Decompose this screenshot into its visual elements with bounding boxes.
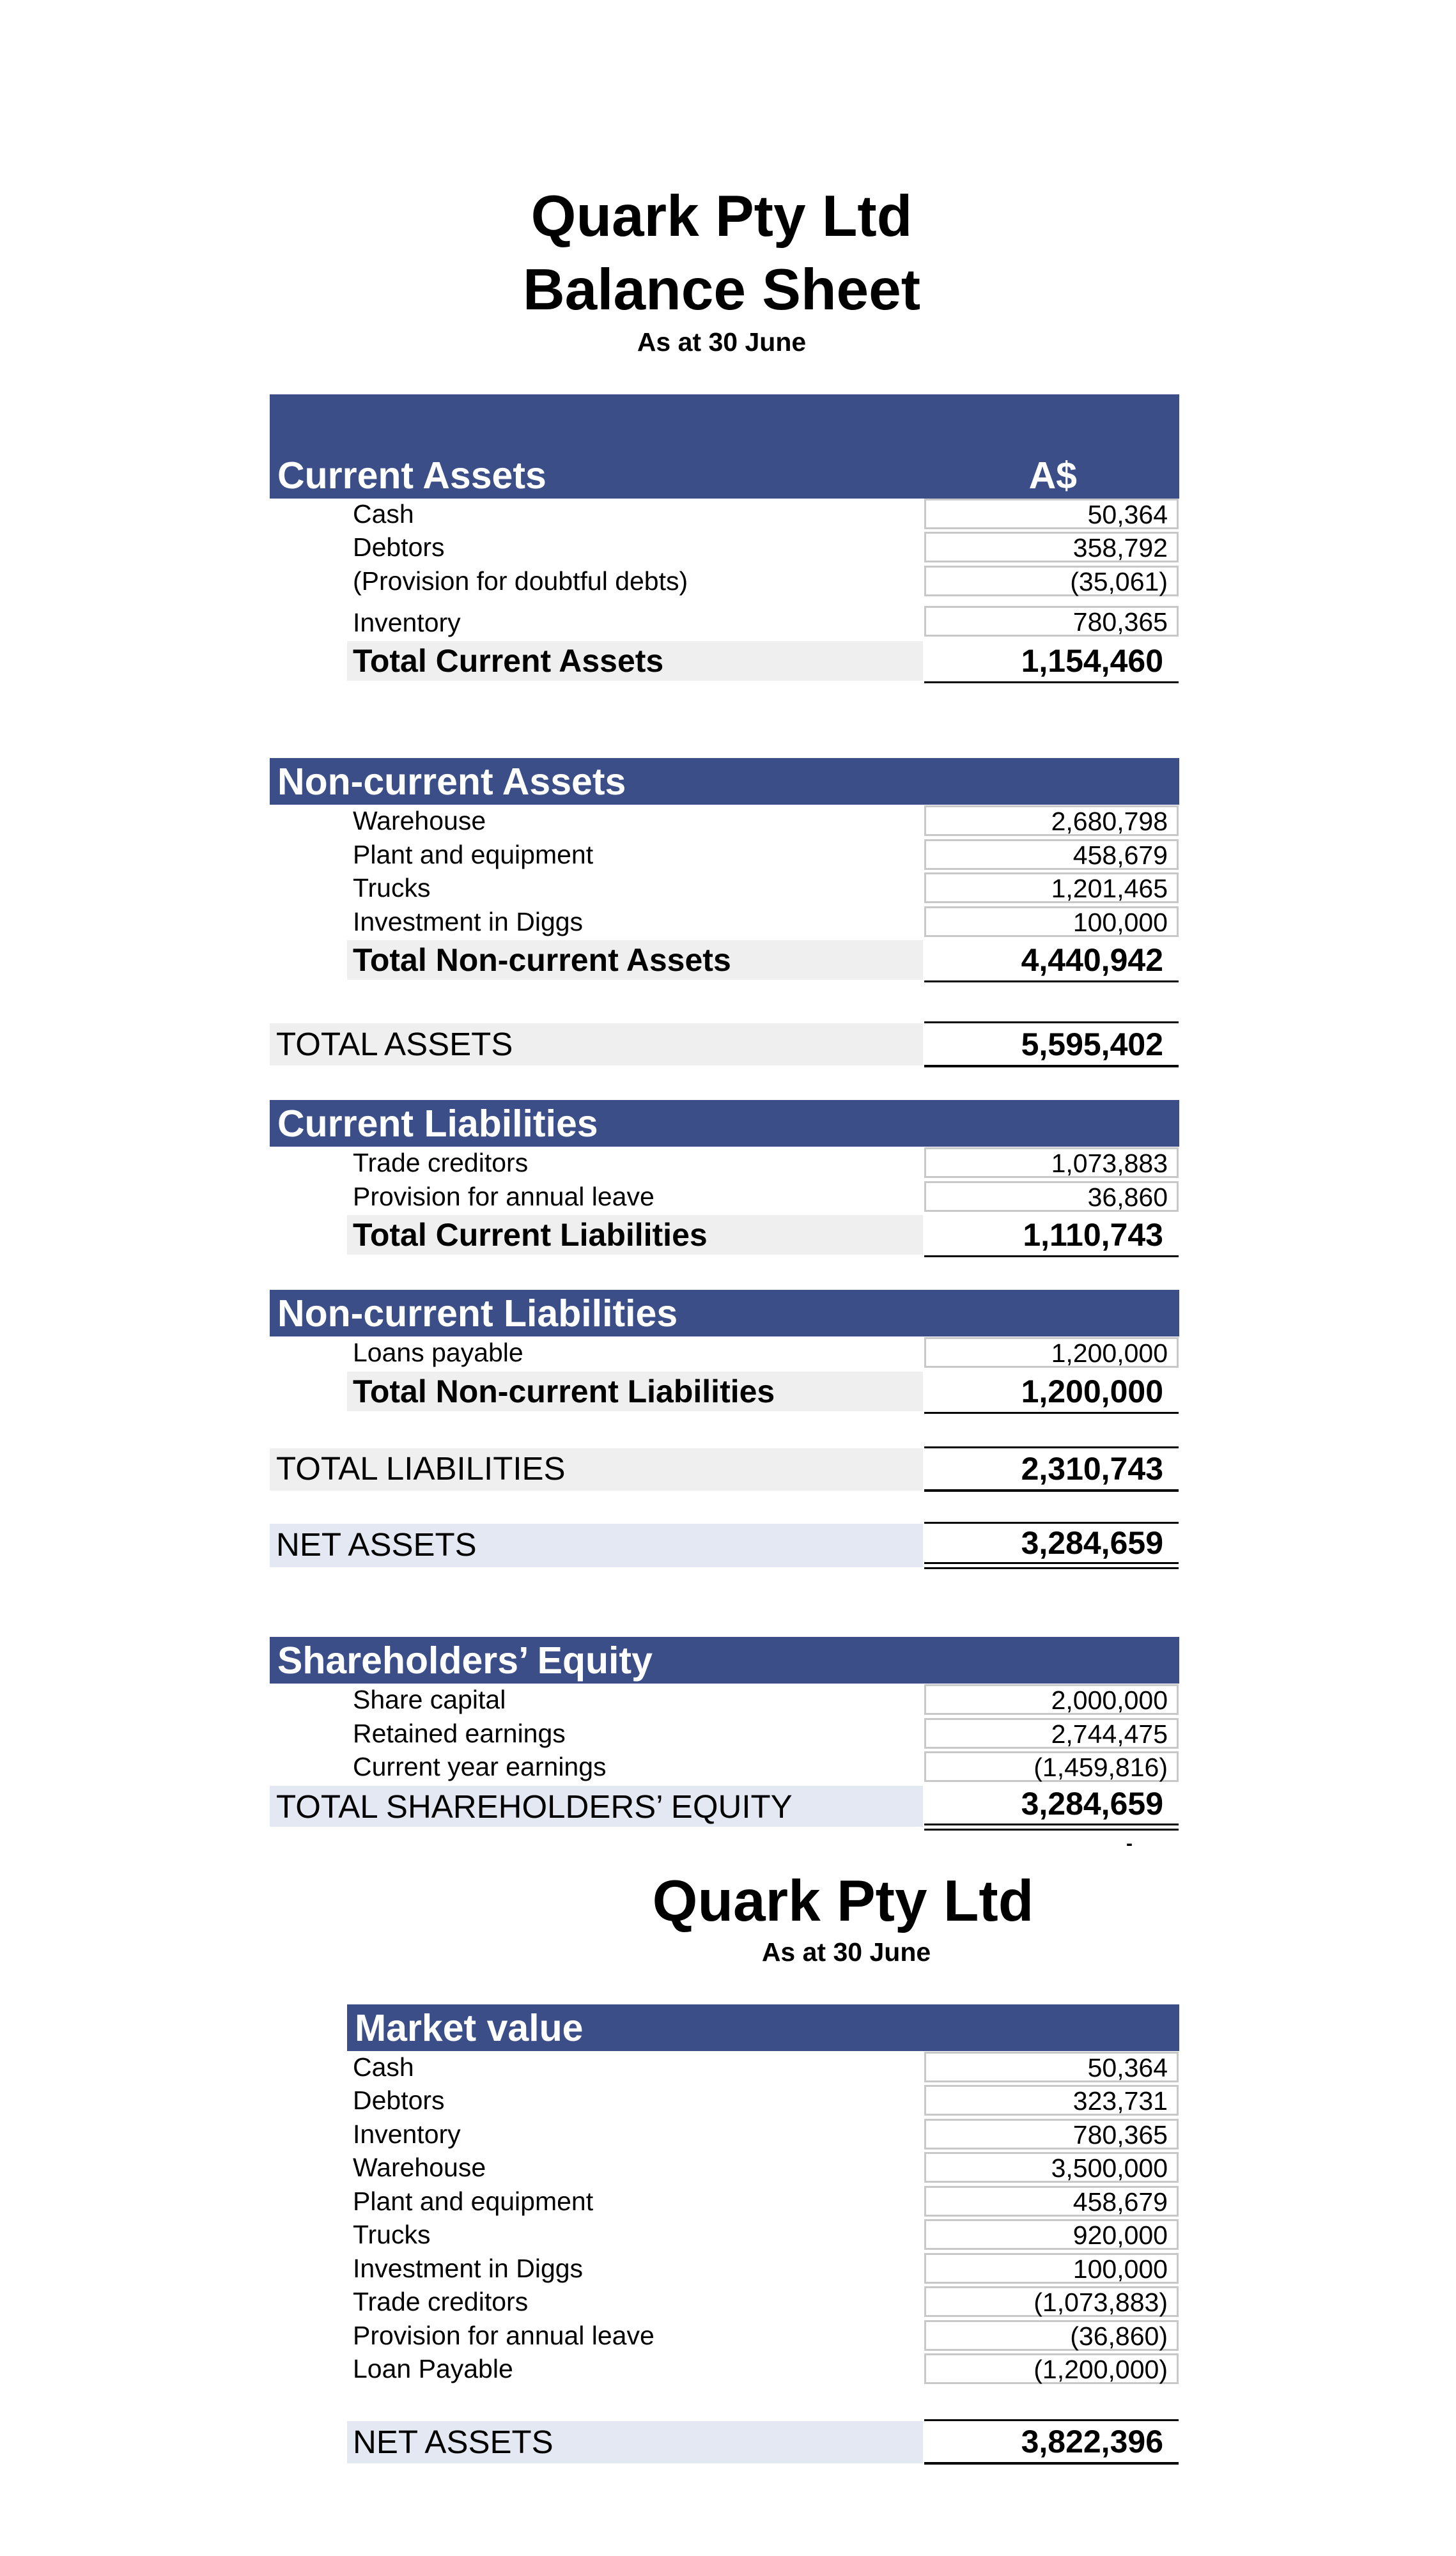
total-assets-value: 5,595,402 <box>1021 1026 1163 1062</box>
total-liabilities-value: 2,310,743 <box>1021 1451 1163 1487</box>
ncl-total-underline <box>924 1412 1179 1414</box>
cl-trade-creditors-label: Trade creditors <box>353 1148 529 1177</box>
total-assets-overline <box>924 1021 1179 1023</box>
company-name: Quark Pty Ltd <box>531 184 913 249</box>
ncl-total-label: Total Non-current Liabilities <box>353 1374 775 1409</box>
market-date: As at 30 June <box>761 1937 931 1967</box>
eq-current-year-value: (1,459,816) <box>924 1751 1179 1782</box>
report-title: Balance Sheet <box>522 258 921 322</box>
eq-retained-label: Retained earnings <box>353 1719 566 1748</box>
ncl-total-value: 1,200,000 <box>1021 1374 1163 1409</box>
mv-net-overline <box>924 2419 1179 2421</box>
nca-investment-value: 100,000 <box>924 906 1179 937</box>
report-date: As at 30 June <box>637 327 807 357</box>
ca-total-value: 1,154,460 <box>1021 643 1163 679</box>
cl-annual-leave-value: 36,860 <box>924 1181 1179 1212</box>
current-assets-heading: Current Assets <box>277 454 546 497</box>
non-current-assets-header <box>270 758 1179 805</box>
mv-plant-value: 458,679 <box>924 2186 1179 2217</box>
cl-annual-leave-label: Provision for annual leave <box>353 1182 654 1211</box>
mv-inventory-label: Inventory <box>353 2119 461 2149</box>
nca-plant-value: 458,679 <box>924 839 1179 870</box>
non-current-assets-heading: Non-current Assets <box>277 761 626 803</box>
mv-trucks-label: Trucks <box>353 2220 431 2249</box>
cl-total-label: Total Current Liabilities <box>353 1217 708 1253</box>
mv-debtors-value: 323,731 <box>924 2085 1179 2116</box>
net-assets-underline-2 <box>924 1567 1179 1569</box>
mv-net-label: NET ASSETS <box>353 2424 554 2460</box>
ca-cash-value: 50,364 <box>924 499 1179 529</box>
ca-cash-label: Cash <box>353 499 414 529</box>
net-assets-label: NET ASSETS <box>276 1526 477 1563</box>
nca-plant-label: Plant and equipment <box>353 840 594 869</box>
non-current-liabilities-heading: Non-current Liabilities <box>277 1292 678 1335</box>
mv-loan-label: Loan Payable <box>353 2354 513 2383</box>
mv-debtors-label: Debtors <box>353 2086 445 2115</box>
mv-loan-value: (1,200,000) <box>924 2353 1179 2384</box>
current-liabilities-header <box>270 1100 1179 1147</box>
nca-warehouse-value: 2,680,798 <box>924 805 1179 836</box>
equity-heading: Shareholders’ Equity <box>277 1639 653 1682</box>
mv-trade-creditors-label: Trade creditors <box>353 2287 529 2316</box>
eq-current-year-label: Current year earnings <box>353 1752 607 1781</box>
ca-provision-value: (35,061) <box>924 566 1179 596</box>
nca-total-value: 4,440,942 <box>1021 942 1163 978</box>
mv-net-underline <box>924 2462 1179 2465</box>
nca-warehouse-label: Warehouse <box>353 806 486 835</box>
cl-total-underline <box>924 1255 1179 1257</box>
mv-net-value: 3,822,396 <box>1021 2424 1163 2459</box>
nca-trucks-value: 1,201,465 <box>924 872 1179 903</box>
ca-inventory-label: Inventory <box>353 608 461 637</box>
mv-investment-label: Investment in Diggs <box>353 2254 584 2283</box>
total-assets-label: TOTAL ASSETS <box>276 1026 513 1062</box>
ncl-loans-label: Loans payable <box>353 1338 523 1367</box>
net-assets-value: 3,284,659 <box>1021 1525 1163 1561</box>
mv-trucks-value: 920,000 <box>924 2219 1179 2250</box>
ca-debtors-value: 358,792 <box>924 532 1179 562</box>
ca-inventory-value: 780,365 <box>924 606 1179 637</box>
mv-trade-creditors-value: (1,073,883) <box>924 2286 1179 2317</box>
ca-total-underline <box>924 681 1179 683</box>
total-liabilities-underline <box>924 1489 1179 1492</box>
total-liabilities-overline <box>924 1446 1179 1448</box>
market-company-name: Quark Pty Ltd <box>652 1869 1034 1933</box>
mv-cash-label: Cash <box>353 2052 414 2082</box>
eq-retained-value: 2,744,475 <box>924 1718 1179 1749</box>
mv-warehouse-label: Warehouse <box>353 2153 486 2182</box>
cl-trade-creditors-value: 1,073,883 <box>924 1147 1179 1178</box>
mv-investment-value: 100,000 <box>924 2253 1179 2284</box>
total-assets-underline <box>924 1065 1179 1067</box>
ca-total-label: Total Current Assets <box>353 643 664 679</box>
mv-warehouse-value: 3,500,000 <box>924 2152 1179 2183</box>
equity-total-label: TOTAL SHAREHOLDERS’ EQUITY <box>276 1788 793 1825</box>
mv-annual-leave-value: (36,860) <box>924 2320 1179 2351</box>
nca-investment-label: Investment in Diggs <box>353 907 584 936</box>
equity-total-value: 3,284,659 <box>1021 1786 1163 1822</box>
market-value-heading: Market value <box>355 2007 584 2049</box>
equity-header <box>270 1637 1179 1684</box>
mv-inventory-value: 780,365 <box>924 2119 1179 2149</box>
mv-annual-leave-label: Provision for annual leave <box>353 2321 654 2350</box>
eq-share-capital-label: Share capital <box>353 1685 506 1714</box>
current-assets-header <box>270 394 1179 499</box>
equity-total-underline-1 <box>924 1824 1179 1825</box>
nca-total-underline <box>924 980 1179 982</box>
ca-provision-label: (Provision for doubtful debts) <box>353 566 688 596</box>
nca-trucks-label: Trucks <box>353 873 431 902</box>
mv-cash-value: 50,364 <box>924 2052 1179 2082</box>
ncl-loans-value: 1,200,000 <box>924 1337 1179 1368</box>
currency-label: A$ <box>1028 454 1077 497</box>
eq-share-capital-value: 2,000,000 <box>924 1684 1179 1715</box>
nca-total-label: Total Non-current Assets <box>353 942 731 978</box>
cl-total-value: 1,110,743 <box>1023 1217 1163 1253</box>
non-current-liabilities-header <box>270 1290 1179 1336</box>
current-liabilities-heading: Current Liabilities <box>277 1103 598 1145</box>
balance-check-mark: - <box>1126 1833 1133 1854</box>
total-liabilities-label: TOTAL LIABILITIES <box>276 1450 566 1487</box>
net-assets-underline-1 <box>924 1562 1179 1564</box>
market-value-header <box>347 2004 1179 2051</box>
equity-total-underline-2 <box>924 1829 1179 1831</box>
mv-plant-label: Plant and equipment <box>353 2187 594 2216</box>
ca-debtors-label: Debtors <box>353 532 445 562</box>
